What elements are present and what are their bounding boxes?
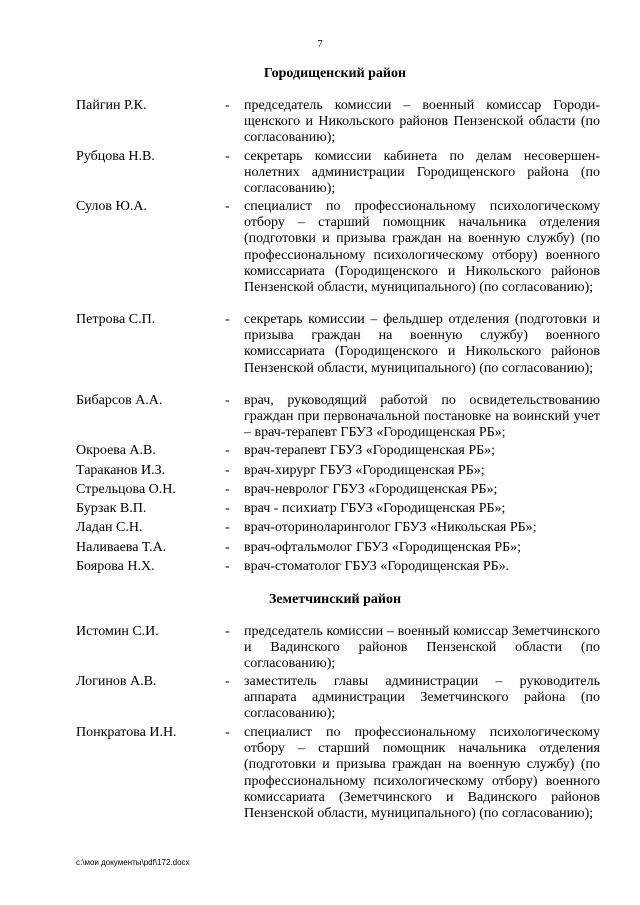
section-title-gorodishchensky: Городищенский район (263, 66, 407, 81)
dash: - (225, 624, 230, 639)
member-role: секретарь комиссии – фельдшер отделения (подготовки и призыва граждан на военную службу) военного комиссариата (Городищенского и Никольского районов Пензенской области, муниципального) (по согласованию); (244, 312, 600, 376)
member-entry (76, 482, 606, 498)
member-entry (76, 312, 606, 377)
dash: - (225, 98, 230, 113)
dash: - (225, 725, 230, 740)
member-name: Сулов Ю.А. (76, 199, 147, 214)
dash: - (225, 674, 230, 689)
member-role: секретарь комиссии кабинета по делам несовершеннолетних администрации Городищенского района (по согласованию); (244, 149, 600, 197)
member-entry (76, 559, 606, 575)
member-role: врач-офтальмолог ГБУЗ «Городищенская РБ»; (244, 540, 522, 555)
member-role: заместитель главы администрации – руководитель аппарата администрации Земетчинского района (по согласованию); (244, 674, 600, 722)
member-name: Понкратова И.Н. (76, 725, 177, 740)
member-name: Наливаева Т.А. (76, 540, 167, 555)
member-role: врач-хирург ГБУЗ «Городищенская РБ»; (244, 463, 485, 478)
member-name: Боярова Н.Х. (76, 559, 155, 574)
member-role: врач-терапевт ГБУЗ «Городищенская РБ»; (244, 443, 496, 458)
member-entry (76, 443, 606, 459)
page-number: 7 (317, 38, 323, 50)
member-entry (76, 624, 606, 673)
dash: - (225, 463, 230, 478)
member-name: Тараканов И.З. (76, 463, 166, 478)
file-path-footer: c:\мои документы\pdf\172.docx (76, 858, 190, 867)
member-role: врач-оториноларинголог ГБУЗ «Никольская РБ»; (244, 520, 537, 535)
member-role: врач - психиатр ГБУЗ «Городищенская РБ»; (244, 501, 506, 516)
dash: - (225, 393, 230, 408)
member-role: врач-невролог ГБУЗ «Городищенская РБ»; (244, 482, 498, 497)
member-name: Петрова С.П. (76, 312, 156, 327)
member-name: Рубцова Н.В. (76, 149, 155, 164)
member-entry (76, 98, 606, 147)
member-entry (76, 501, 606, 517)
member-entry (76, 540, 606, 556)
member-role: врач-стоматолог ГБУЗ «Городищенская РБ». (244, 559, 510, 574)
dash: - (225, 199, 230, 214)
dash: - (225, 482, 230, 497)
dash: - (225, 559, 230, 574)
dash: - (225, 443, 230, 458)
member-entry (76, 520, 606, 536)
dash: - (225, 501, 230, 516)
member-name: Истомин С.И. (76, 624, 159, 639)
member-entry (76, 674, 606, 723)
member-name: Бурзак В.П. (76, 501, 147, 516)
member-role: председатель комиссии – военный комиссар Городищенского и Никольского районов Пензенской области (по согласованию); (244, 98, 600, 146)
member-role: специалист по профессиональному психологическому отбору – старший помощник начальника отделения (подготовки и призыва граждан на военную службу) (по профессиональному психологическому отбору) военного комиссариата (Городищенского и Никольского районов Пензенской области, муниципального) (по согласованию); (244, 199, 600, 296)
member-name: Стрельцова О.Н. (76, 482, 176, 497)
member-name: Бибарсов А.А. (76, 393, 163, 408)
member-entry (76, 725, 606, 822)
member-name: Логинов А.В. (76, 674, 157, 689)
member-entry (76, 463, 606, 479)
dash: - (225, 520, 230, 535)
member-name: Пайгин Р.К. (76, 98, 147, 113)
dash: - (225, 149, 230, 164)
dash: - (225, 540, 230, 555)
member-entry (76, 199, 606, 296)
member-entry (76, 149, 606, 198)
member-role: специалист по профессиональному психологическому отбору – старший помощник начальника отделения (подготовки и призыва граждан на военную службу) (по профессиональному психологическому отбору) военного комиссариата (Земетчинского и Вадинского районов Пензенской области, муниципального) (по согласованию); (244, 725, 600, 822)
member-entry (76, 393, 606, 442)
member-role: врач, руководящий работой по освидетельствованию граждан при первоначальной постановке на воинский учет – врач-терапевт ГБУЗ «Городищенская РБ»; (244, 393, 600, 441)
dash: - (225, 312, 230, 327)
member-name: Окроева А.В. (76, 443, 156, 458)
member-role: председатель комиссии – военный комиссар Земетчинского и Вадинского районов Пензенской области (по согласованию); (244, 624, 600, 672)
section-title-zemetchinsky: Земетчинский район (268, 592, 402, 607)
member-name: Ладан С.Н. (76, 520, 143, 535)
